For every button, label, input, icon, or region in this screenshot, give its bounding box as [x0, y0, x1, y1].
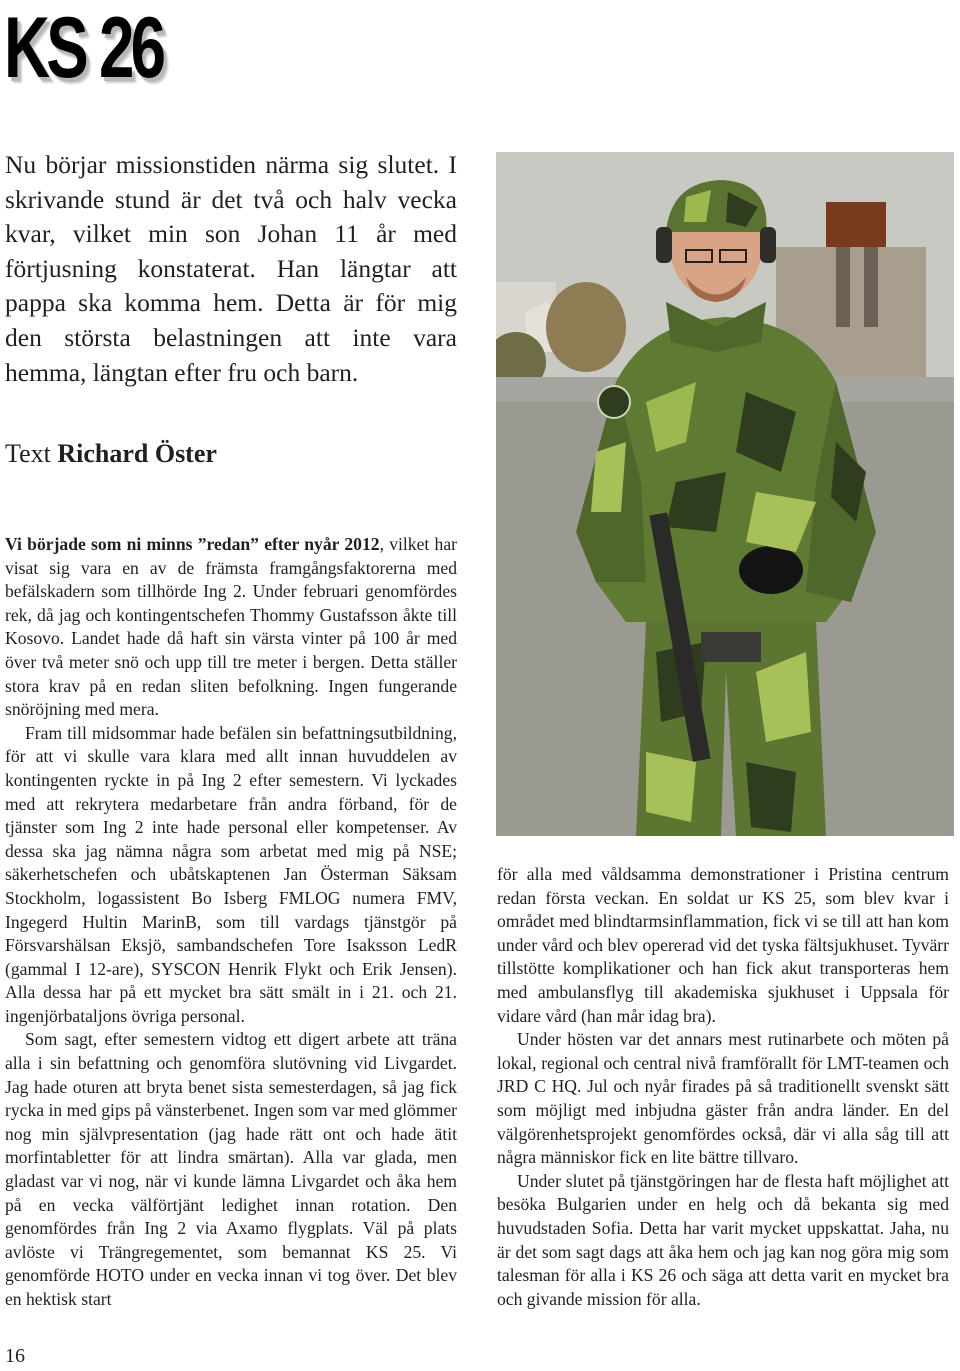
byline-author: Richard Öster — [57, 439, 217, 468]
byline-prefix: Text — [5, 439, 51, 468]
paragraph-text: , vilket har visat sig vara en av de främsta framgångsfaktorerna med befälskadern som tillhörde Ing 2. Under februari genomfördes rek, då jag och kontingentschefen Thommy Gustafsson åkte till Kosovo. Landet hade då haft sin värsta vinter på 100 år med över två meter snö och upp till tre meter i bergen. Detta ställer stora krav på en redan sliten befolkning. Ingen fungerande snöröjning med mera. — [5, 534, 457, 720]
byline — [5, 436, 217, 472]
body-column-left — [5, 533, 457, 1312]
soldier-photo — [496, 152, 954, 836]
paragraph — [5, 533, 457, 722]
body-column-right — [497, 863, 949, 1311]
paragraph-bold-lead: Vi började som ni minns ”redan” efter nyår 2012 — [5, 534, 380, 554]
paragraph: Fram till midsommar hade befälen sin befattningsutbildning, för att vi skulle vara klara med allt innan huvuddelen av kontingenten ryckte in på Ing 2 efter semestern. Vi lyckades med att rekrytera medarbetare från andra förband, för de tjänster som Ing 2 inte hade personal eller kompetenser. Av dessa ska jag nämna några som arbetat med mig på NSE; säkerhetschefen och ubåtskaptenen Jan Österman Säksam Stockholm, logassistent Bo Isberg FMLOG numera FMV, Ingegerd Hultin MarinB, som till vardags tjänstgör på Försvarshälsan Eksjö, sambandschefen Tore Isaksson LedR (gammal I 12-are), SYSCON Henrik Flykt och Erik Jensen). Alla dessa har på ett mycket bra sätt smält in i 21. och 21. ingenjörbataljons övriga personal. — [5, 722, 457, 1026]
soldier-photo-illustration — [496, 152, 954, 836]
paragraph: för alla med våldsamma demonstrationer i Pristina centrum redan första veckan. En soldat ur KS 25, som blev kvar i området med blindtarmsinflammation, fick vi se till att han kom under vård och blev opererad vid det tyska fältsjukhuset. Tyvärr tillstötte komplikationer och han fick akut transporteras hem med ambulansflyg till akademiska sjukhuset i Uppsala för vidare vård (han mår idag bra). — [497, 864, 949, 1026]
section-logo: KS 26 — [4, 0, 163, 96]
page-number: 16 — [5, 1345, 25, 1367]
paragraph: Under slutet på tjänstgöringen har de flesta haft möjlighet att besöka Bulgarien under en helg och då bekanta sig med huvudstaden Sofia. Detta har varit mycket uppskattat. Jaha, nu är det som sagt dags att åka hem och jag kan nog göra mig som talesman för alla i KS 26 och säga att detta varit en mycket bra och givande mission för alla. — [497, 1170, 949, 1309]
paragraph: Under hösten var det annars mest rutinarbete och möten på lokal, regional och central nivå framförallt för LMT-teamen och JRD C HQ. Jul och nyår firades på så traditionellt svenskt sätt som möjligt med inbjudna gäster från andra länder. En del välgörenhetsprojekt genomfördes också, där vi alla såg till att några människor fick en lite bättre tillvaro. — [497, 1029, 949, 1168]
lead-paragraph: Nu börjar missionstiden närma sig slutet. I skrivande stund är det två och halv vecka kvar, vilket min son Johan 11 år med förtjusning konstaterat. Han längtar att pappa ska komma hem. Detta är för mig den största belastningen att inte vara hemma, längtan efter fru och barn. — [5, 150, 457, 387]
paragraph: Som sagt, efter semestern vidtog ett digert arbete att träna alla i sin befattning och genomföra slutövning vid Livgardet. Jag hade oturen att bryta benet sista semesterdagen, så jag fick rycka in med gips på vänsterbenet. Ingen som var med glömmer nog min självpresentation (jag hade rätt ont och hade ätit morfintabletter för att lindra smärtan). Alla var glada, men gladast var vi nog, när vi kunde lämna Livgardet och åka hem på en vecka välförtjänt ledighet innan rotation. Den genomfördes från Ing 2 via Axamo flygplats. Väl på plats avlöste vi Trängregementet, som bemannat KS 25. Vi genomförde HOTO under en vecka innan vi tog över. Det blev en hektisk start — [5, 1029, 457, 1309]
